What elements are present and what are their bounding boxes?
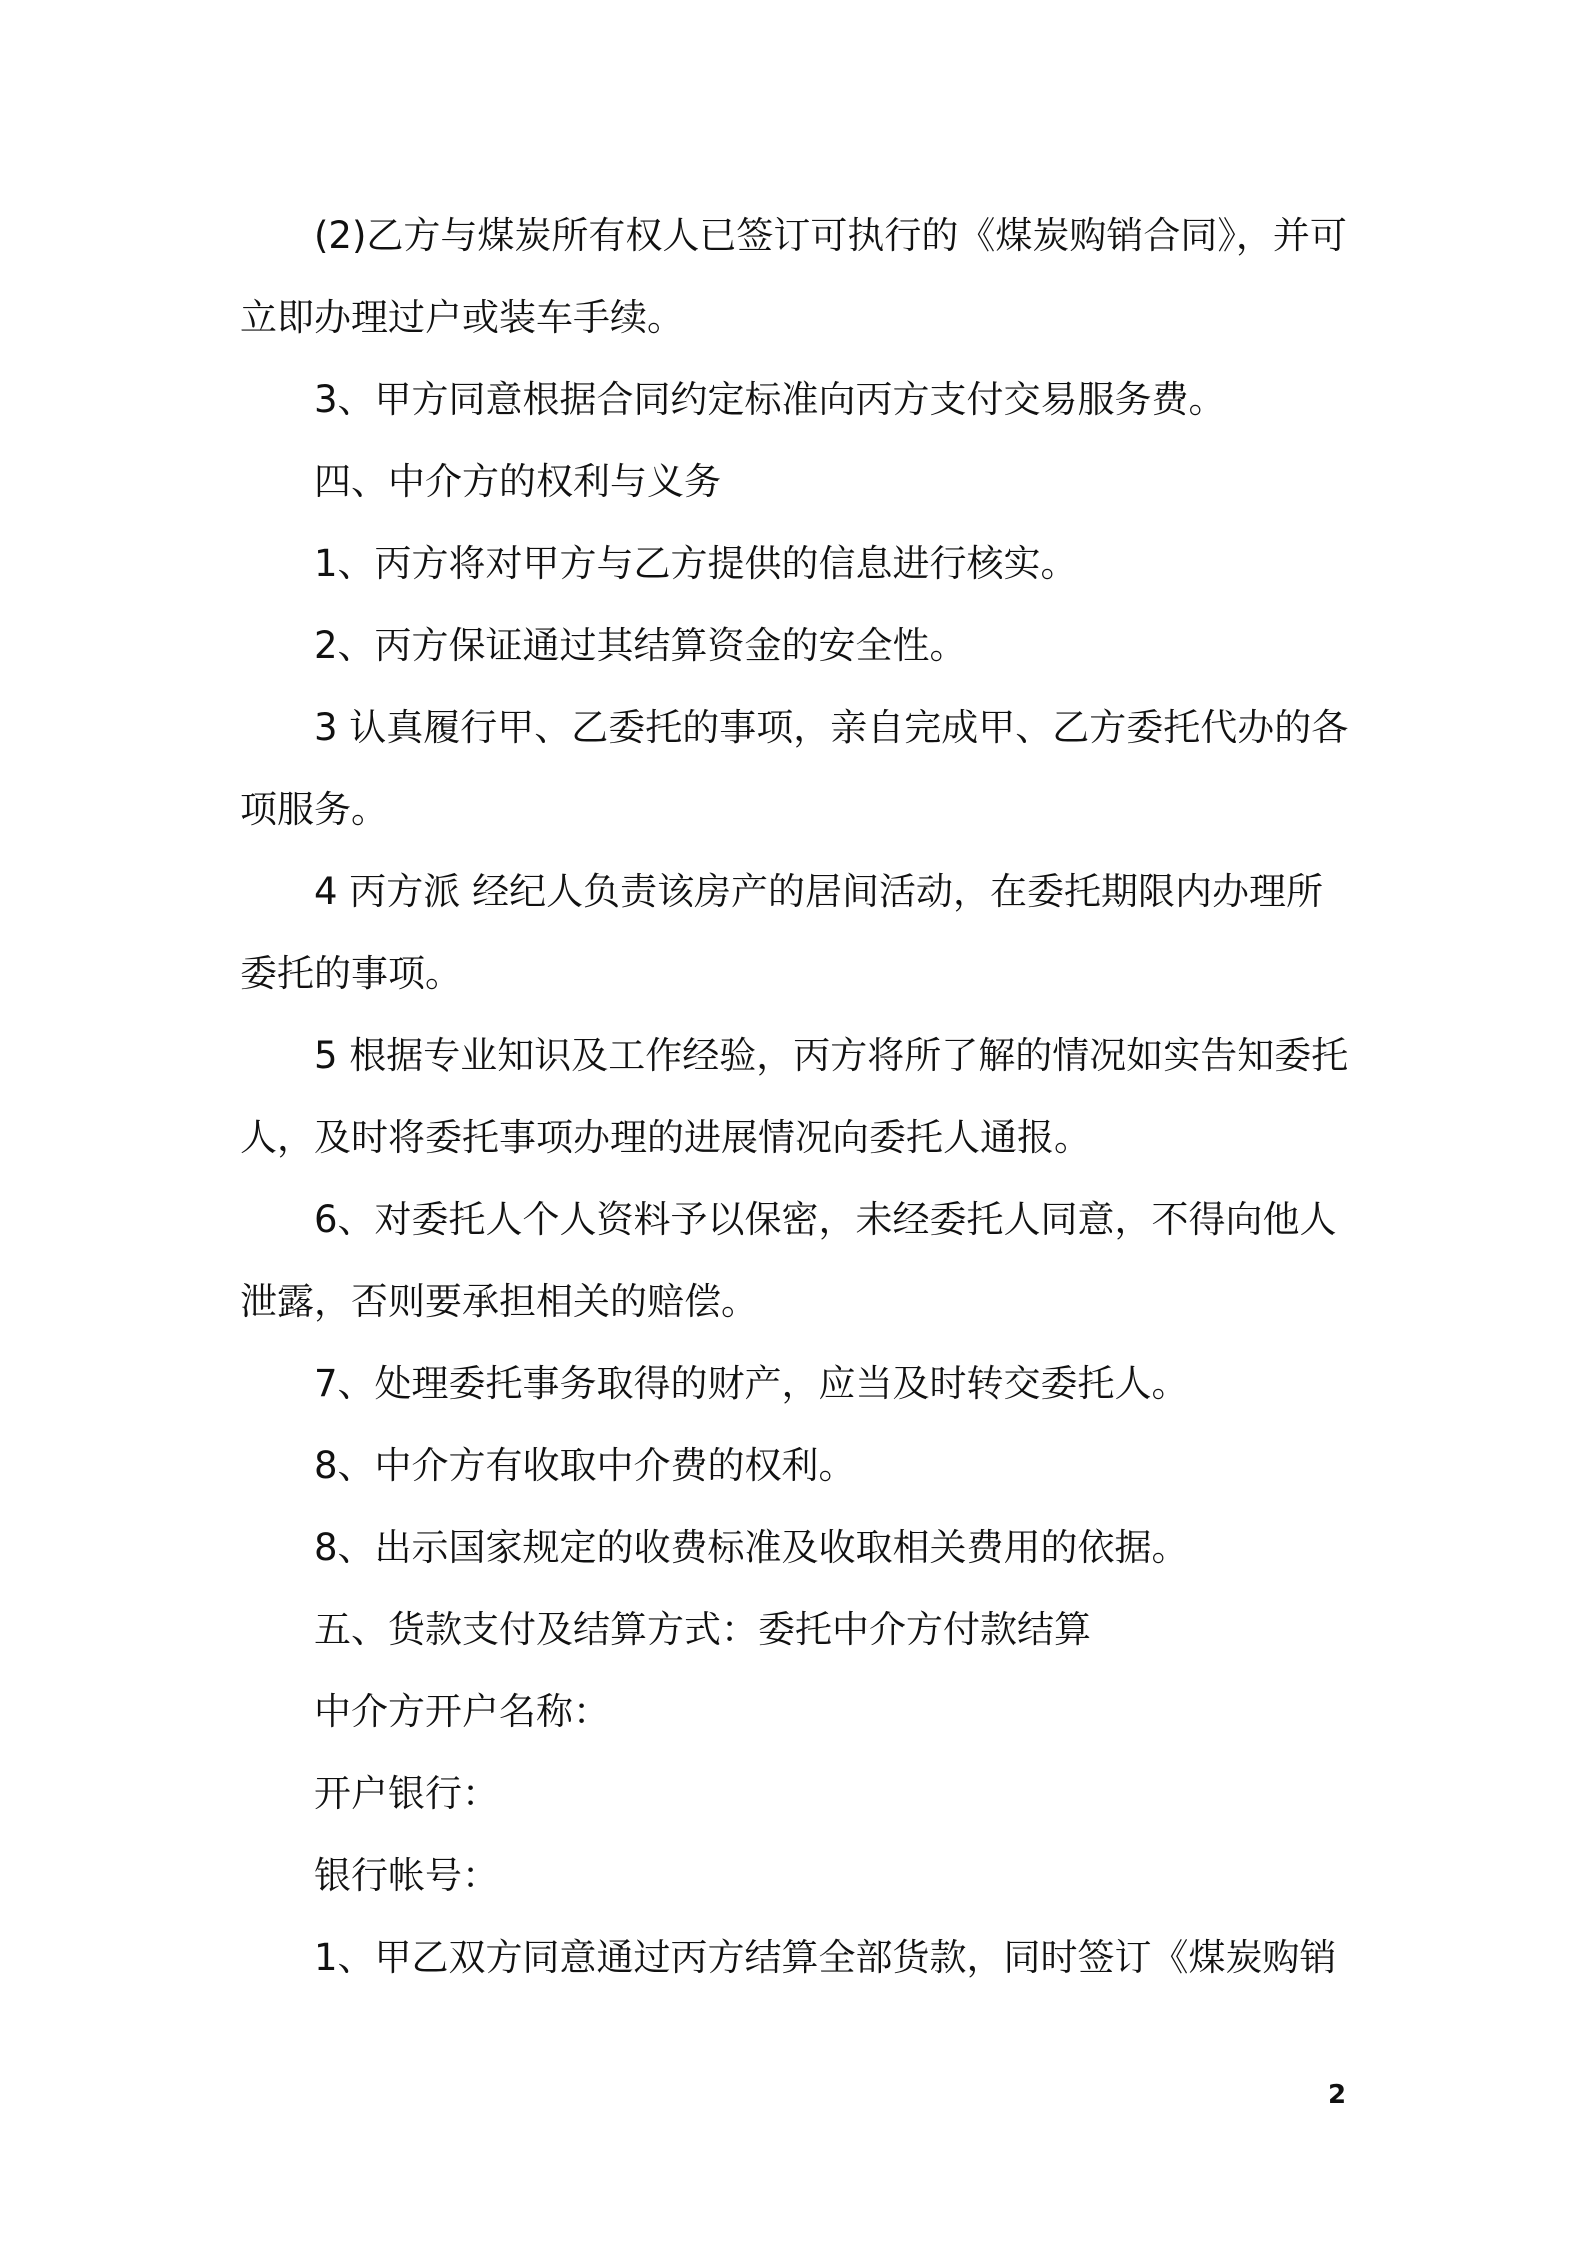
field-bank-name: 开户银行：	[314, 1772, 499, 1815]
paragraph-perform-entrusted-matters: 3 认真履行甲、乙委托的事项，亲自完成甲、乙方委托代办的各项服务。	[240, 706, 1349, 831]
field-bank-account: 银行帐号：	[314, 1854, 499, 1897]
paragraph-verify-info: 1、丙方将对甲方与乙方提供的信息进行核实。	[314, 542, 1078, 585]
field-account-name: 中介方开户名称：	[314, 1690, 610, 1733]
paragraph-show-fee-standard: 8、出示国家规定的收费标准及收取相关费用的依据。	[314, 1526, 1189, 1569]
paragraph-confidentiality: 6、对委托人个人资料予以保密，未经委托人同意，不得向他人泄露，否则要承担相关的赔偿。	[240, 1198, 1337, 1323]
paragraph-transfer-property: 7、处理委托事务取得的财产，应当及时转交委托人。	[314, 1362, 1189, 1405]
paragraph-ownership-contract: (2)乙方与煤炭所有权人已签订可执行的《煤炭购销合同》，并可立即办理过户或装车手续。	[240, 214, 1347, 339]
paragraph-collect-fee: 8、中介方有收取中介费的权利。	[314, 1444, 856, 1487]
document-body	[240, 195, 1350, 1999]
paragraph-inform-client: 5 根据专业知识及工作经验，丙方将所了解的情况如实告知委托人，及时将委托事项办理的进展情况向委托人通报。	[240, 1034, 1349, 1159]
paragraph-fund-safety: 2、丙方保证通过其结算资金的安全性。	[314, 624, 967, 667]
paragraph-service-fee: 3、甲方同意根据合同约定标准向丙方支付交易服务费。	[314, 378, 1226, 421]
section-heading-payment-settlement: 五、货款支付及结算方式：委托中介方付款结算	[314, 1608, 1091, 1651]
paragraph-settle-all-payment: 1、甲乙双方同意通过丙方结算全部货款，同时签订《煤炭购销	[314, 1936, 1337, 1979]
paragraph-assign-broker: 4 丙方派 经纪人负责该房产的居间活动，在委托期限内办理所委托的事项。	[240, 870, 1324, 995]
section-heading-intermediary-rights: 四、中介方的权利与义务	[314, 460, 721, 503]
page-number: 2	[1328, 2080, 1347, 2110]
